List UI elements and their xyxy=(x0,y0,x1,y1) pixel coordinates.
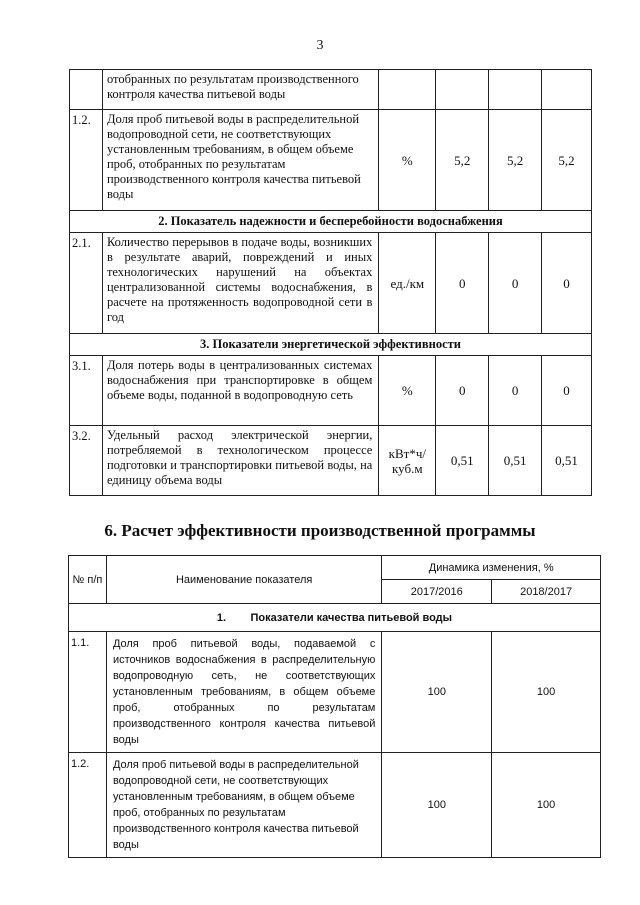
value-2018-2017: 100 xyxy=(492,753,601,858)
value-2017: 0 xyxy=(436,356,489,426)
section-title: 2. Показатель надежности и бесперебойности водоснабжения xyxy=(70,211,592,233)
value-2019: 0 xyxy=(542,356,592,426)
section-title: 3. Показатели энергетической эффективности xyxy=(70,334,592,356)
row-number-cell xyxy=(70,70,103,110)
row-number: 1.2. xyxy=(69,753,107,858)
header-col-2018-2017: 2018/2017 xyxy=(492,580,601,604)
unit: % xyxy=(379,110,436,211)
indicator-name: отобранных по результатам производственного контроля качества питьевой воды xyxy=(102,70,378,110)
indicator-name: Удельный расход электрической энергии, потребляемой в технологическом процессе подготовки и транспортировки питьевой воды, на единицу объема воды xyxy=(102,426,378,496)
table-row xyxy=(69,632,601,753)
unit: ед./км xyxy=(379,233,436,334)
indicators-table xyxy=(69,69,592,496)
header-number: № п/п xyxy=(69,556,107,604)
value-2018: 5,2 xyxy=(489,110,542,211)
indicator-name: Доля проб питьевой воды, подаваемой с источников водоснабжения в распределительную водопроводную сеть, не соответствующих установленным требованиям, в общем объеме проб, отобранных по результатам производственного контроля качества питьевой воды xyxy=(106,632,381,753)
value-2017-2016: 100 xyxy=(382,632,492,753)
row-number: 1.1. xyxy=(69,632,107,753)
unit-cell xyxy=(379,70,436,110)
header-row xyxy=(69,556,601,580)
table-row xyxy=(70,233,592,334)
value-2017: 0,51 xyxy=(436,426,489,496)
value-cell xyxy=(542,70,592,110)
header-name: Наименование показателя xyxy=(106,556,381,604)
value-2018: 0 xyxy=(489,356,542,426)
table-row xyxy=(70,356,592,426)
indicator-name: Доля потерь воды в централизованных системах водоснабжения при транспортировке в общем объеме воды, поданной в водопроводную сеть xyxy=(102,356,378,426)
indicator-name: Доля проб питьевой воды в распределительной водопроводной сети, не соответствующих установленным требованиям, в общем объеме проб, отобранных по результатам производственного контроля качества питьевой воды xyxy=(102,110,378,211)
value-2018: 0 xyxy=(489,233,542,334)
row-number: 3.2. xyxy=(70,426,103,496)
header-col-2017-2016: 2017/2016 xyxy=(382,580,492,604)
value-2017: 0 xyxy=(436,233,489,334)
section-row xyxy=(69,604,601,632)
section-row xyxy=(70,211,592,233)
value-2019: 0 xyxy=(542,233,592,334)
value-2018-2017: 100 xyxy=(492,632,601,753)
row-number: 3.1. xyxy=(70,356,103,426)
value-2019: 0,51 xyxy=(542,426,592,496)
page-number: 3 xyxy=(316,38,324,53)
row-number: 1.2. xyxy=(70,110,103,211)
unit: % xyxy=(379,356,436,426)
value-cell xyxy=(489,70,542,110)
section-heading: 6. Расчет эффективности производственной программы xyxy=(104,521,536,540)
value-2017-2016: 100 xyxy=(382,753,492,858)
table-row xyxy=(70,426,592,496)
indicator-name: Доля проб питьевой воды в распределительной водопроводной сети, не соответствующих установленным требованиям, в общем объеме проб, отобранных по результатам производственного контроля качества питьевой воды xyxy=(106,753,381,858)
section-title: 1. Показатели качества питьевой воды xyxy=(69,604,601,632)
row-number: 2.1. xyxy=(70,233,103,334)
table-row xyxy=(69,753,601,858)
header-dynamics: Динамика изменения, % xyxy=(382,556,601,580)
indicator-name: Количество перерывов в подаче воды, возникших в результате аварий, повреждений и иных технологических нарушений на объектах централизованной системы водоснабжения, в расчете на протяженность водопроводной сети в год xyxy=(102,233,378,334)
table-row xyxy=(70,70,592,110)
unit: кВт*ч/ куб.м xyxy=(379,426,436,496)
table-row xyxy=(70,110,592,211)
value-2017: 5,2 xyxy=(436,110,489,211)
value-2019: 5,2 xyxy=(542,110,592,211)
value-2018: 0,51 xyxy=(489,426,542,496)
section-row xyxy=(70,334,592,356)
efficiency-table xyxy=(68,555,601,858)
value-cell xyxy=(436,70,489,110)
